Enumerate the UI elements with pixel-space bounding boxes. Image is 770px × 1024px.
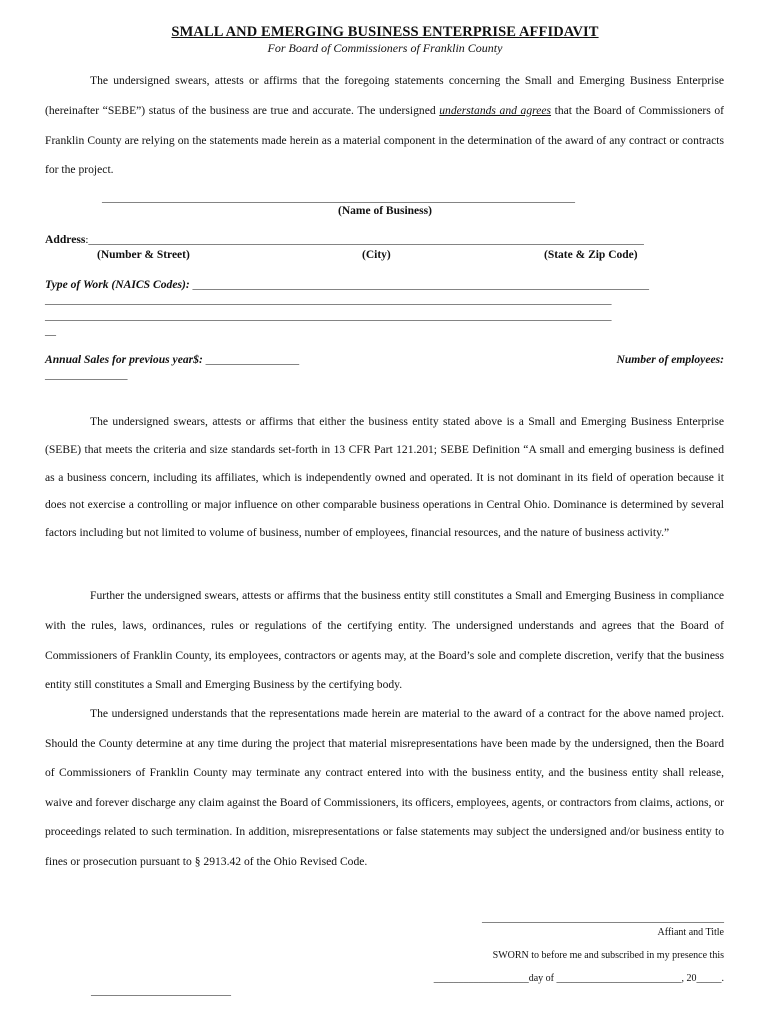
annual-sales-row: [45, 353, 299, 366]
intro-text-after: that the Board of Commissioners of Franklin County are relying on the statements made herein as a material component in the determination of the award of any contract or contracts for the project.: [45, 103, 724, 177]
intro-paragraph: [45, 66, 724, 185]
year-blank[interactable]: _____: [696, 973, 722, 984]
day-word: day of: [528, 973, 557, 984]
year-prefix: , 20: [681, 973, 697, 984]
day-blank[interactable]: ___________________: [433, 973, 529, 984]
document-title: SMALL AND EMERGING BUSINESS ENTERPRISE AFFIDAVIT: [171, 24, 599, 40]
intro-emphasis: understands and agrees: [439, 103, 552, 117]
affiant-signature-line[interactable]: ____________________________________________: [482, 912, 724, 924]
sworn-date-row: [434, 973, 724, 984]
affiant-title-label: Affiant and Title: [657, 927, 724, 938]
month-blank[interactable]: _________________________: [556, 973, 682, 984]
business-name-label: (Name of Business): [338, 205, 432, 217]
paragraph-3-text: Further the undersigned swears, attests or affirms that the business entity still constitutes a Small and Emerging Business in compliance with the rules, laws, ordinances, rules or regulations of the certifying entity. The undersigned understands and agrees that the Board of Commissioners of Franklin County, its employees, contractors or agents may, at the Board’s sole and complete discretion, verify that the business entity still constitutes a Small and Emerging Business by the certifying body.: [45, 589, 724, 692]
sworn-statement: SWORN to before me and subscribed in my presence this: [492, 950, 724, 961]
city-label: (City): [362, 249, 391, 261]
naics-line-2[interactable]: _______________________________________________________________________________________________________: [45, 294, 612, 306]
paragraph-4-text: The undersigned understands that the representations made herein are material to the award of a contract for the above named project. Should the County determine at any time during the project that material misrepresentations have been made by the undersigned, then the Board of Commissioners of Franklin County may terminate any contract entered into with the business entity, and the business entity shall release, waive and forever discharge any claim against the Board of Commissioners, its officers, employees, agents, or contractors from claims, actions, or proceedings related to such termination. In addition, misrepresentations or false statements may subject the undersigned and/or business entity to fines or prosecution pursuant to § 2913.42 of the Ohio Revised Code.: [45, 707, 724, 868]
misrepresentation-paragraph: [45, 699, 724, 877]
document-subtitle: For Board of Commissioners of Franklin County: [267, 41, 503, 55]
address-line[interactable]: :_____________________________________________________________________________________________________: [85, 234, 644, 246]
business-name-line[interactable]: ______________________________________________________________________________________: [102, 192, 575, 204]
address-label: Address: [45, 233, 86, 246]
date-period: .: [721, 973, 724, 984]
paragraph-2-text: The undersigned swears, attests or affirms that either the business entity stated above is a Small and Emerging Business Enterprise (SEBE) that meets the criteria and size standards set-forth in 13 CFR Part 121.201; SEBE Definition “A small and emerging business is defined as a business concern, including its affiliates, which is independently owned and operated. It is not dominant in its field of operation because it does not exercise a controlling or major influence on other comparable business operations in Central Ohio. Dominance is determined by several factors including but not limited to volume of business, number of employees, financial resources, and the nature of business activity.”: [45, 415, 724, 540]
intro-text-before: The undersigned swears, attests or affirms that the foregoing statements concerning the Small and Emerging Business Enterprise (hereinafter “SEBE”) status of the business are true and accurate. The undersigned: [45, 74, 724, 117]
state-zip-label: (State & Zip Code): [544, 249, 638, 261]
naics-line-3[interactable]: _______________________________________________________________________________________________________: [45, 310, 612, 322]
compliance-paragraph: [45, 581, 724, 700]
naics-row: [45, 278, 649, 291]
annual-sales-label: Annual Sales for previous year$:: [45, 353, 203, 366]
naics-label: Type of Work (NAICS Codes):: [45, 278, 190, 291]
employees-label: Number of employees:: [616, 353, 724, 366]
address-row: [45, 233, 644, 246]
sebe-definition-paragraph: [45, 408, 724, 547]
street-label: (Number & Street): [97, 249, 190, 261]
employees-line[interactable]: _______________: [45, 369, 128, 381]
naics-line-4[interactable]: __: [45, 325, 56, 337]
naics-line-1[interactable]: ___________________________________________________________________________________: [189, 279, 649, 291]
notary-signature-line[interactable]: ____________________________: [91, 986, 231, 997]
annual-sales-line[interactable]: _________________: [202, 354, 300, 366]
